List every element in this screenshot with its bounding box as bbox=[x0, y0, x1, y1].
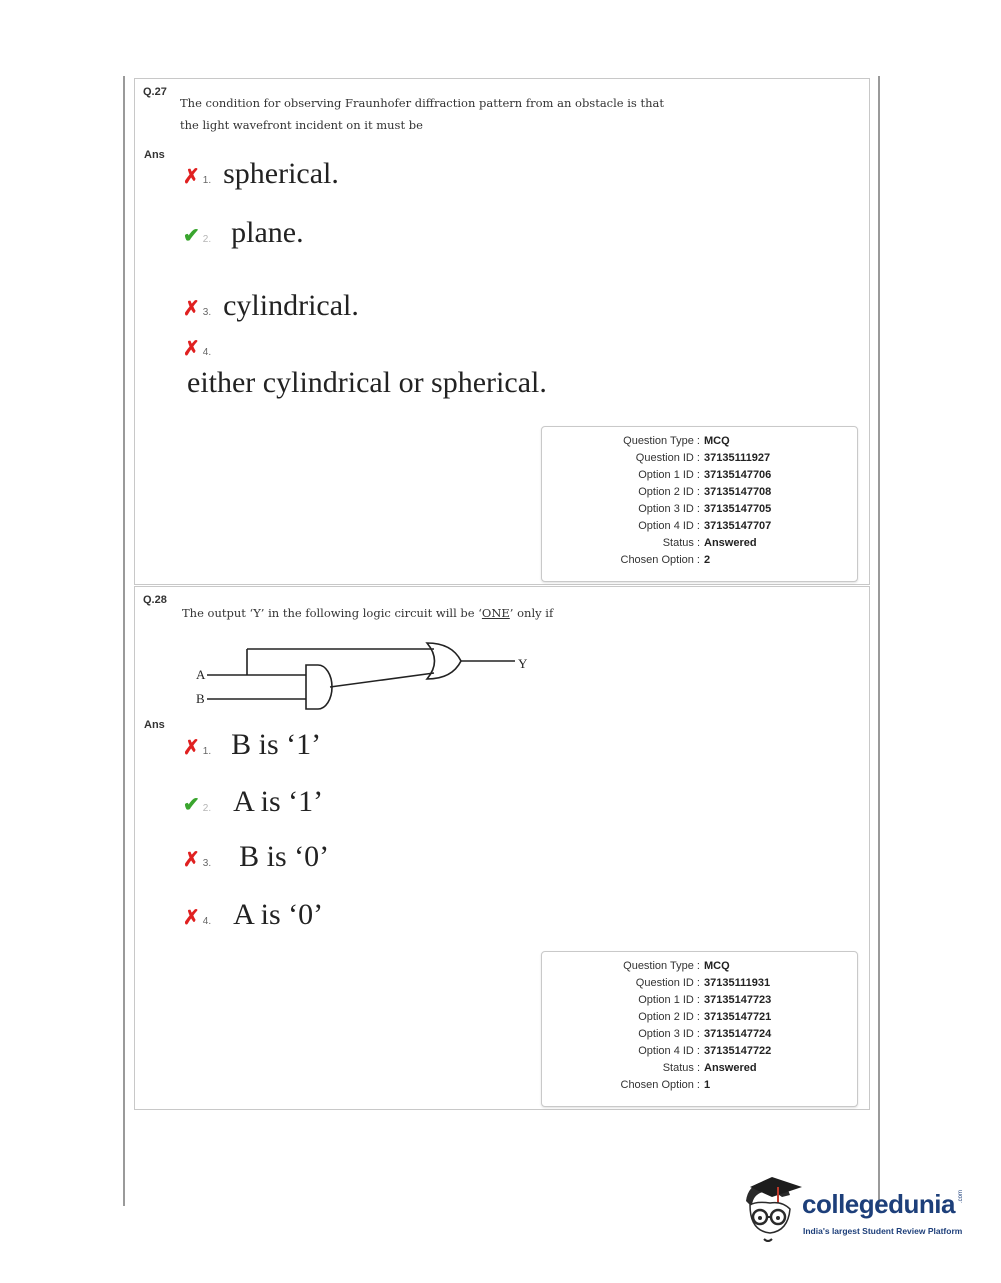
question-info-panel bbox=[541, 426, 858, 582]
info-question-id bbox=[542, 450, 857, 467]
option-1 bbox=[183, 728, 321, 762]
info-option1-id bbox=[542, 467, 857, 484]
cross-icon: ✗ bbox=[183, 849, 200, 871]
question-text-line: The condition for observing Fraunhofer diffraction pattern from an obstacle is that bbox=[180, 96, 664, 110]
info-key: Chosen Option : bbox=[620, 1079, 700, 1091]
info-question-type bbox=[542, 958, 857, 975]
info-option4-id bbox=[542, 1043, 857, 1060]
info-option2-id bbox=[542, 1009, 857, 1026]
option-text: A is ‘1’ bbox=[233, 785, 324, 818]
circuit-input-b: B bbox=[196, 691, 205, 706]
brand-suffix: .com bbox=[958, 1189, 964, 1203]
question-number: Q.28 bbox=[143, 594, 167, 606]
option-number: 2. bbox=[202, 234, 212, 245]
option-3 bbox=[183, 289, 359, 323]
info-key: Option 3 ID : bbox=[638, 503, 700, 515]
info-chosen-option bbox=[542, 552, 857, 569]
option-2 bbox=[183, 785, 323, 819]
info-key: Status : bbox=[662, 1062, 700, 1074]
info-value: 37135147708 bbox=[704, 486, 772, 498]
cross-icon: ✗ bbox=[183, 298, 200, 320]
info-chosen-option bbox=[542, 1077, 857, 1094]
check-icon: ✔ bbox=[183, 225, 200, 247]
info-option1-id bbox=[542, 992, 857, 1009]
question-text bbox=[182, 602, 553, 624]
info-option3-id bbox=[542, 1026, 857, 1043]
option-number: 2. bbox=[202, 803, 212, 814]
info-value: 37135111931 bbox=[704, 977, 771, 989]
circuit-input-a: A bbox=[196, 667, 206, 682]
collegedunia-logo[interactable] bbox=[742, 1175, 972, 1245]
info-value: 37135147705 bbox=[704, 503, 772, 515]
question-text-line: the light wavefront incident on it must be bbox=[180, 118, 423, 132]
info-value: 37135147707 bbox=[704, 520, 772, 532]
question-text-part: ’ only if bbox=[509, 606, 554, 620]
question-number: Q.27 bbox=[143, 86, 167, 98]
and-gate bbox=[306, 665, 332, 709]
page-border-right bbox=[878, 76, 880, 1206]
option-1 bbox=[183, 157, 339, 191]
info-value: 37135111927 bbox=[704, 452, 771, 464]
question-card-28 bbox=[134, 586, 870, 1110]
info-key: Option 1 ID : bbox=[638, 994, 700, 1006]
option-text: spherical. bbox=[223, 157, 339, 190]
option-2 bbox=[183, 216, 304, 250]
info-key: Option 2 ID : bbox=[638, 486, 700, 498]
info-key: Status : bbox=[662, 537, 700, 549]
info-value: 37135147722 bbox=[704, 1045, 772, 1057]
info-option3-id bbox=[542, 501, 857, 518]
option-4 bbox=[183, 339, 223, 359]
info-value: Answered bbox=[704, 1062, 757, 1074]
option-text: B is ‘0’ bbox=[239, 840, 330, 873]
option-text: plane. bbox=[231, 216, 304, 249]
option-text: B is ‘1’ bbox=[231, 728, 322, 761]
circuit-wires bbox=[207, 643, 515, 709]
option-3 bbox=[183, 840, 329, 874]
info-key: Question ID : bbox=[635, 452, 700, 464]
cross-icon: ✗ bbox=[183, 907, 200, 929]
info-key: Question ID : bbox=[635, 977, 700, 989]
info-key: Option 3 ID : bbox=[638, 1028, 700, 1040]
info-key: Option 2 ID : bbox=[638, 1011, 700, 1023]
info-key: Question Type : bbox=[623, 960, 700, 972]
info-value: 37135147721 bbox=[704, 1011, 772, 1023]
circuit-output-y: Y bbox=[518, 656, 528, 671]
info-question-type bbox=[542, 433, 857, 450]
info-value: 2 bbox=[704, 554, 711, 566]
logic-circuit-diagram bbox=[190, 639, 550, 719]
info-value: 37135147724 bbox=[704, 1028, 772, 1040]
option-text: A is ‘0’ bbox=[233, 898, 324, 931]
question-card-27 bbox=[134, 78, 870, 585]
info-key: Question Type : bbox=[623, 435, 700, 447]
option-number: 1. bbox=[202, 746, 212, 757]
page-border-left bbox=[123, 76, 125, 1206]
info-key: Chosen Option : bbox=[620, 554, 700, 566]
info-key: Option 4 ID : bbox=[638, 520, 700, 532]
info-value: MCQ bbox=[704, 960, 730, 972]
info-key: Option 4 ID : bbox=[638, 1045, 700, 1057]
ans-label: Ans bbox=[144, 719, 165, 731]
check-icon: ✔ bbox=[183, 794, 200, 816]
info-option4-id bbox=[542, 518, 857, 535]
option-number: 3. bbox=[202, 858, 212, 869]
option-number: 3. bbox=[202, 307, 212, 318]
ans-label: Ans bbox=[144, 149, 165, 161]
info-value: 1 bbox=[704, 1079, 711, 1091]
info-status bbox=[542, 535, 857, 552]
wire-and-to-or bbox=[330, 673, 434, 687]
cross-icon: ✗ bbox=[183, 166, 200, 188]
question-info-panel bbox=[541, 951, 858, 1107]
info-value: Answered bbox=[704, 537, 757, 549]
question-text-part: The output ‘Y’ in the following logic circuit will be ‘ bbox=[182, 606, 482, 620]
option-number: 1. bbox=[202, 175, 212, 186]
info-value: 37135147723 bbox=[704, 994, 772, 1006]
option-4-text: either cylindrical or spherical. bbox=[187, 366, 547, 399]
cross-icon: ✗ bbox=[183, 338, 200, 360]
option-number: 4. bbox=[202, 916, 212, 927]
question-text bbox=[180, 92, 664, 136]
info-value: MCQ bbox=[704, 435, 730, 447]
info-question-id bbox=[542, 975, 857, 992]
info-status bbox=[542, 1060, 857, 1077]
brand-name: collegedunia bbox=[802, 1189, 955, 1219]
option-text: cylindrical. bbox=[223, 289, 359, 322]
brand-tagline: India's largest Student Review Platform bbox=[803, 1226, 963, 1236]
option-number: 4. bbox=[202, 347, 212, 358]
info-key: Option 1 ID : bbox=[638, 469, 700, 481]
info-option2-id bbox=[542, 484, 857, 501]
cross-icon: ✗ bbox=[183, 737, 200, 759]
mascot-icon bbox=[742, 1175, 804, 1245]
info-value: 37135147706 bbox=[704, 469, 772, 481]
option-4 bbox=[183, 898, 323, 932]
question-text-underlined: ONE bbox=[481, 606, 510, 620]
